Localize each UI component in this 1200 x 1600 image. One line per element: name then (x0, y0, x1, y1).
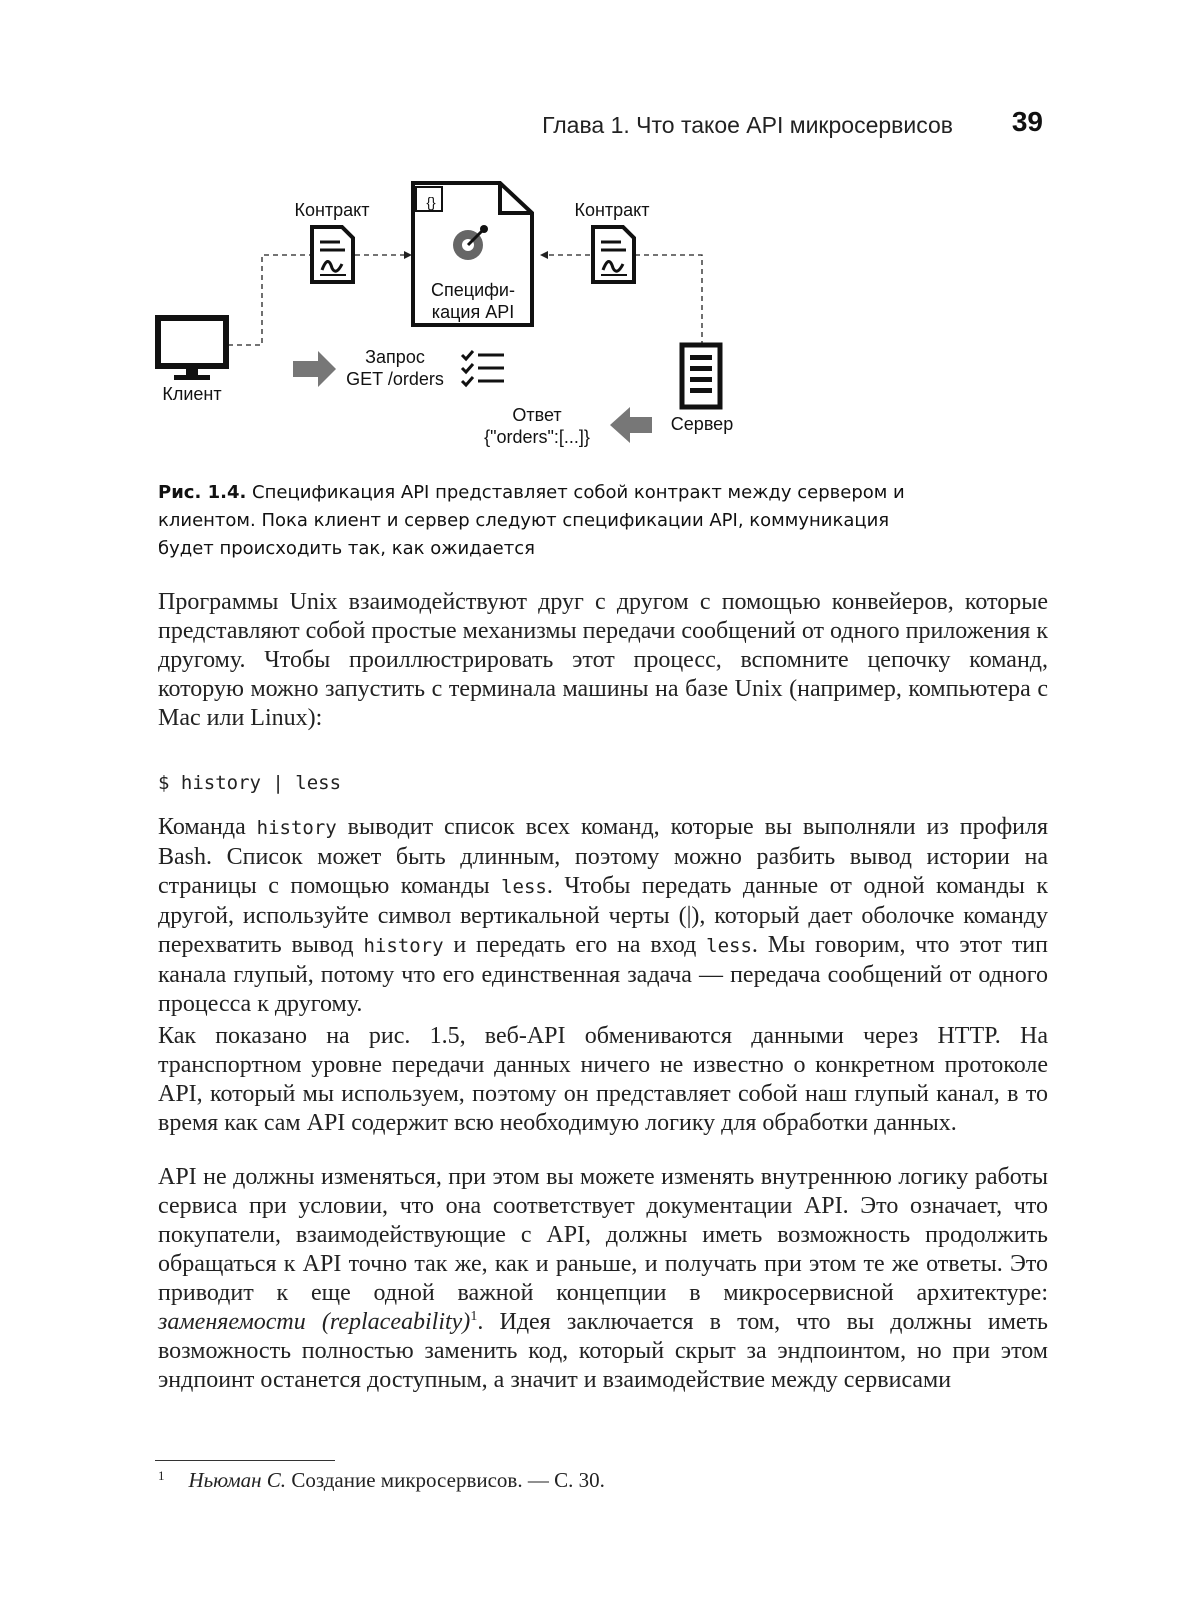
footnote-number: 1 (158, 1468, 165, 1483)
figure-caption (158, 479, 918, 563)
contract-right-label: Контракт (574, 200, 650, 220)
inline-code-less-2: less (706, 935, 752, 957)
footnote-ref[interactable]: 1 (470, 1309, 478, 1324)
term-replaceability: заменяемости (replaceability) (158, 1309, 471, 1335)
para2-text-3: . Чтобы передать данные от одной команды к другой, используйте символ вертикальной черты (|), который дает оболочке команду перехватить вывод (158, 873, 1048, 958)
inline-code-less: less (501, 876, 547, 898)
contract-doc-icon-left (312, 227, 353, 282)
para2-text-5: . Мы говорим, что этот тип канала глупый, потому что его единственная задача — передача сообщений от одного процесса к другому. (158, 932, 1048, 1017)
page-number: 39 (1011, 106, 1043, 137)
code-line: $ history | less (158, 772, 342, 794)
footnote (158, 1468, 605, 1493)
spec-label-line2: кация API (431, 302, 515, 322)
footnote-author: Ньюман С. (188, 1468, 287, 1492)
caption-text: Спецификация API представляет собой контракт между сервером и клиентом. Пока клиент и сервер следуют спецификации API, коммуникация будет происходить так, как ожидается (158, 482, 905, 559)
inline-code-history-2: history (363, 935, 444, 957)
para2-text-4: и передать его на вход (443, 932, 707, 958)
para2-text-2: выводит список всех команд, которые вы выполняли из профиля Bash. Список может быть длинным, поэтому можно разбить вывод истории на страницы с помощью команды (158, 814, 1048, 899)
spec-badge-label: {} (426, 194, 436, 210)
paragraph-unix-pipes: Программы Unix взаимодействуют друг с другом с помощью конвейеров, которые представляют собой простые механизмы передачи сообщений от одного приложения к другому. Чтобы проиллюстрировать этот процесс, вспомните цепочку команд, которую можно запустить с терминала машины на базе Unix (например, компьютера с Mac или Linux): (158, 589, 1049, 731)
inline-code-history: history (256, 817, 337, 839)
footnote-divider (155, 1460, 335, 1461)
footnote-text: Создание микросервисов. — С. 30. (286, 1468, 605, 1492)
caption-label: Рис. 1.4. (158, 482, 247, 503)
request-label (336, 346, 454, 390)
para4-text-2: . Идея заключается в том, что вы должны иметь возможность полностью заменить код, который скрыт за эндпоинтом, но при этом эндпоинт останется доступным, а значит и взаимодействие между сервисами (158, 1309, 1048, 1393)
paragraph-web-api: Как показано на рис. 1.5, веб-API обмениваются данными через HTTP. На транспортном уровне передачи данных ничего не известно о конкретном протоколе API, который мы используем, поэтому он представляет собой наш глупый канал, в то время как сам API содержит всю необходимую логику для обработки данных. (158, 1023, 1048, 1136)
contract-doc-icon-right (593, 227, 634, 282)
spec-label (416, 279, 530, 323)
client-label: Клиент (162, 384, 222, 404)
contract-left-label: Контракт (294, 200, 370, 220)
paragraph-replaceability (158, 1163, 1048, 1395)
monitor-icon (158, 318, 226, 380)
figure-api-contract (150, 175, 770, 475)
response-label (464, 404, 610, 448)
arrowhead-right (404, 251, 412, 259)
paragraph-history-less (158, 813, 1048, 1019)
running-header (155, 104, 1043, 144)
server-label: Сервер (670, 414, 734, 434)
request-arrow-icon (293, 351, 336, 387)
request-label-line2: GET /orders (346, 369, 444, 389)
spec-label-line1: Специфи- (431, 280, 515, 300)
para4-text-1: API не должны изменяться, при этом вы можете изменять внутреннюю логику работы сервиса при условии, что она соответствует документации API. Это означает, что покупатели, взаимодействующие с API, должны иметь возможность продолжить обращаться к API точно так же, как и раньше, и получать при этом те же ответы. Это приводит к еще одной важной концепции в микросервисной архитектуре: (158, 1164, 1048, 1306)
arrowhead-left (540, 251, 548, 259)
response-label-line2: {"orders":[...]} (484, 427, 590, 447)
chapter-title: Глава 1. Что такое API микросервисов (542, 112, 953, 138)
response-label-line1: Ответ (512, 405, 562, 425)
request-label-line1: Запрос (365, 347, 425, 367)
checklist-icon (462, 351, 504, 385)
server-icon (682, 345, 720, 407)
response-arrow-icon (610, 407, 652, 443)
para2-text-1: Команда (158, 814, 257, 840)
